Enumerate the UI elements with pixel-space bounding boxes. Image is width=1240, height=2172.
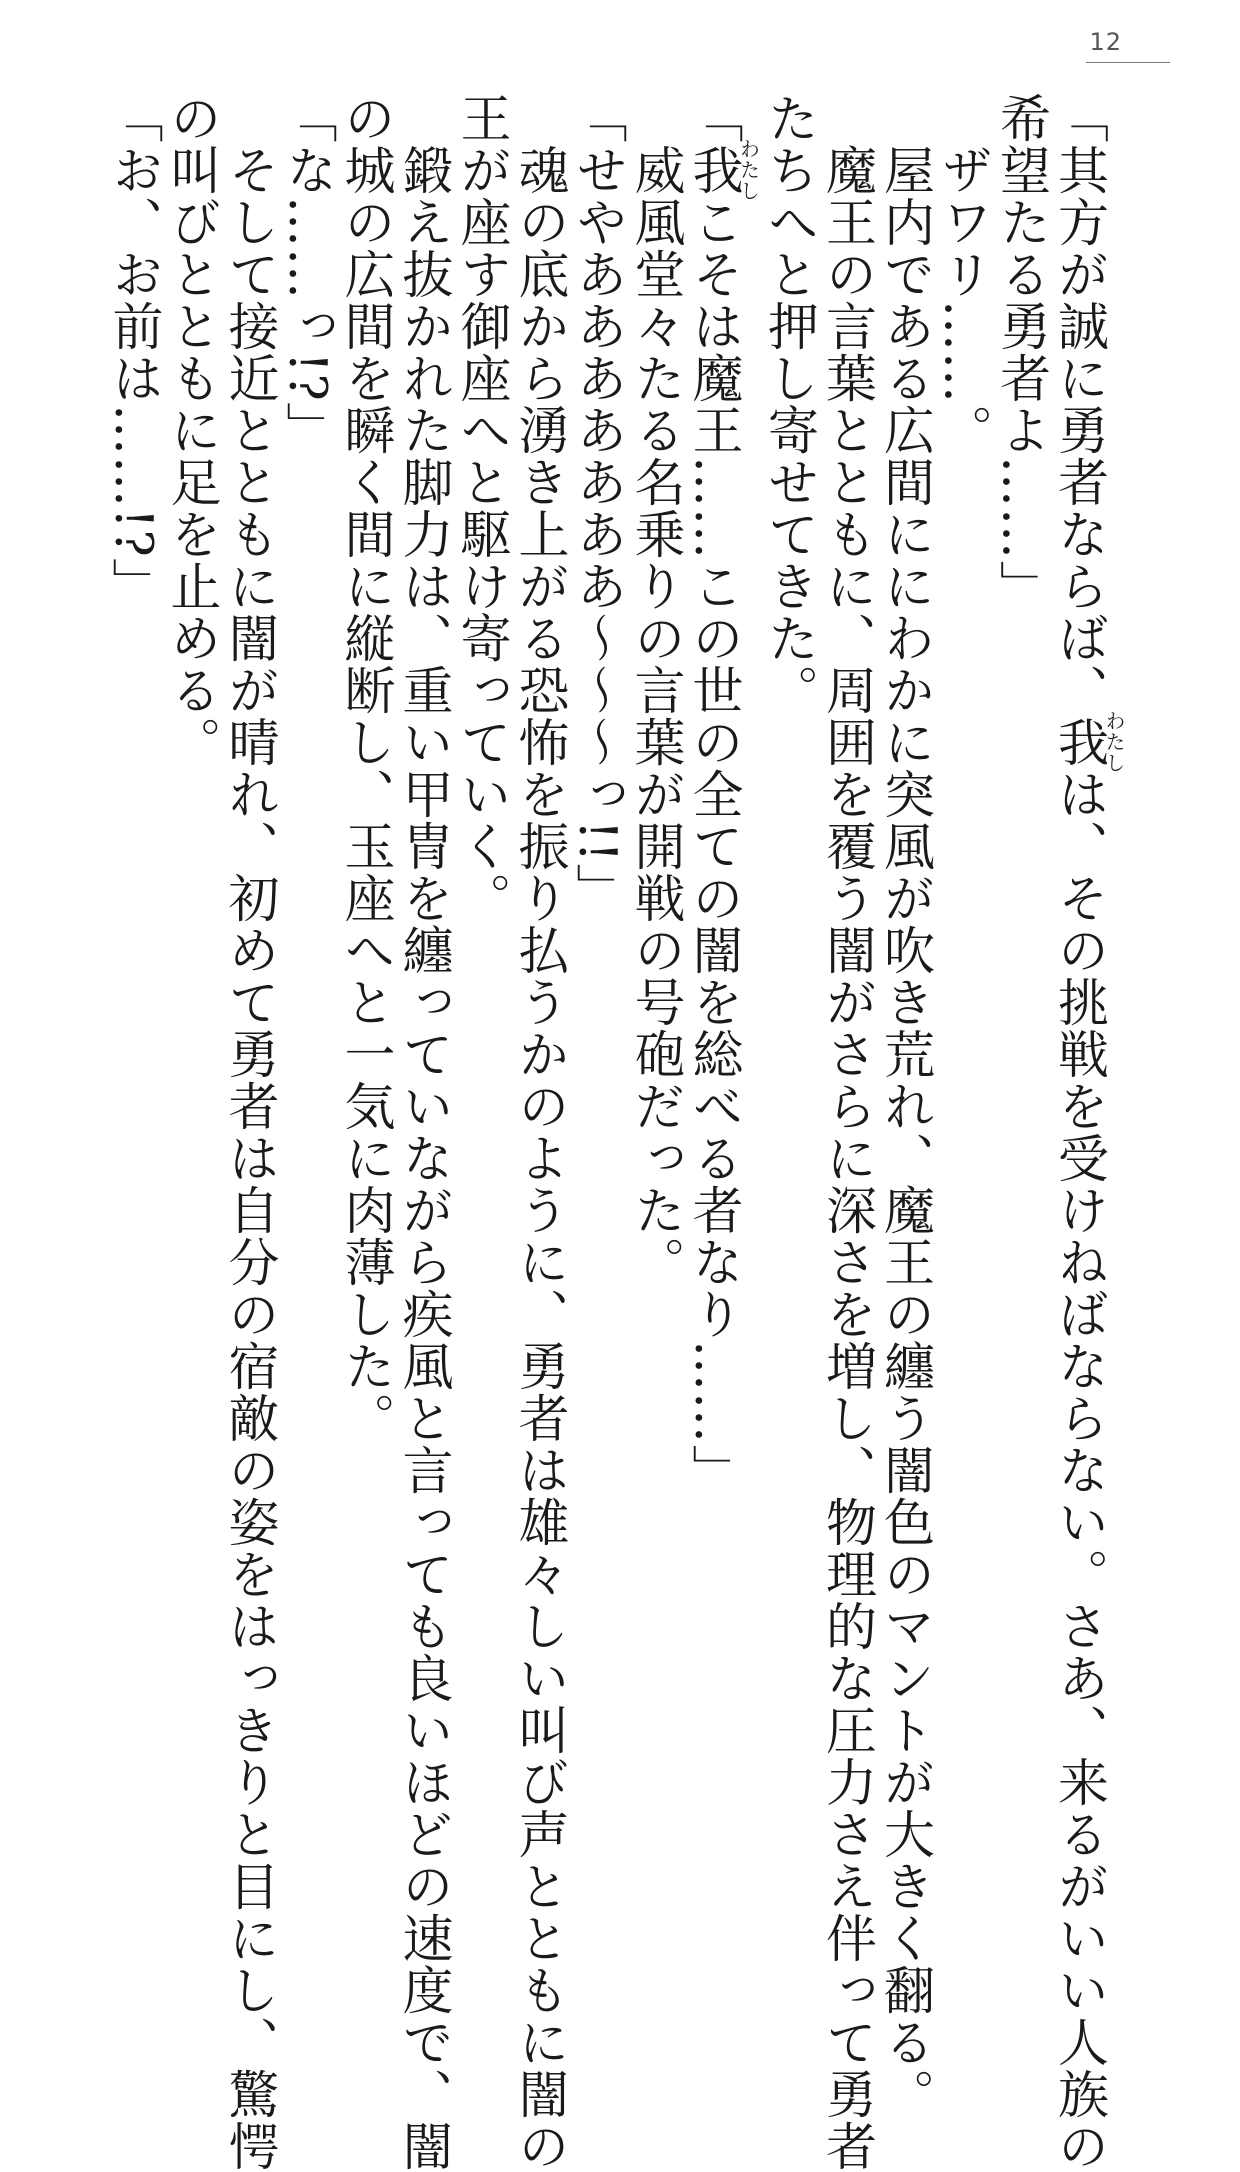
text-line	[393, 92, 452, 2172]
vertical-text-body	[103, 92, 1126, 2172]
page-number: 12	[1089, 28, 1122, 56]
text-segment: そして接近とともに闇が晴れ、初めて勇者は自分の宿敵の姿をはっきりと目にし、驚愕	[219, 92, 278, 2172]
text-line	[509, 92, 568, 2172]
text-segment: 魂の底から湧き上がる恐怖を振り払うかのように、勇者は雄々しい叫び声とともに闇の	[509, 92, 568, 2172]
text-segment: 鍛え抜かれた脚力は、重い甲冑を纏っていながら疾風と言っても良いほどの速度で、闇	[393, 92, 452, 2172]
text-segment: 王が座す御座へと駆け寄っていく。	[451, 92, 510, 924]
text-segment: の城の広間を瞬く間に縦断し、玉座へと一気に肉薄した。	[335, 92, 394, 1444]
text-segment: 「其方が誠に勇者ならば、	[1048, 92, 1108, 716]
text-line	[759, 92, 817, 1692]
text-line	[874, 92, 934, 2120]
text-line	[335, 92, 393, 1692]
text-segment: 屋内である広間ににわかに突風が吹き荒れ、魔王の纏う闇色のマントが大きく翻る。	[874, 92, 934, 2120]
text-segment: 威風堂々たる名乗りの言葉が開戦の号砲だった。	[625, 92, 684, 1288]
text-line	[933, 92, 991, 1692]
text-segment: は、その挑戦を受けねばならない。さあ、来るがいい人族の	[1048, 768, 1108, 2172]
text-segment: 希望たる勇者よ……」	[990, 92, 1050, 612]
text-line	[816, 92, 876, 2172]
text-segment: 「	[683, 92, 742, 144]
text-line	[683, 92, 759, 1692]
text-line	[625, 92, 683, 1692]
text-line	[991, 92, 1049, 1692]
text-segment: 「な……っ!?」	[277, 92, 336, 454]
text-line	[277, 92, 335, 1692]
ruby-annotation: 我わたし	[1048, 710, 1126, 774]
text-line	[1048, 92, 1126, 2172]
ruby-annotation: 我わたし	[683, 138, 761, 202]
text-segment: 「せやあああああああ〜〜〜っ!!」	[567, 92, 626, 915]
text-segment: 魔王の言葉とともに、周囲を覆う闇がさらに深さを増し、物理的な圧力さえ伴って勇者	[816, 92, 876, 2172]
text-line	[103, 92, 161, 1692]
text-line	[567, 92, 625, 1692]
text-line	[219, 92, 278, 2172]
text-segment: たちへと押し寄せてきた。	[758, 92, 818, 716]
text-line	[161, 92, 219, 1692]
header-rule	[1086, 62, 1170, 63]
text-segment: 「お、お前は……!?」	[103, 92, 162, 610]
text-segment: ザワリ……。	[932, 92, 992, 456]
text-segment: の叫びとともに足を止める。	[161, 92, 220, 768]
text-segment: こそは魔王……この世の全ての闇を総べる者なり……」	[683, 196, 742, 1496]
text-line	[451, 92, 509, 1692]
